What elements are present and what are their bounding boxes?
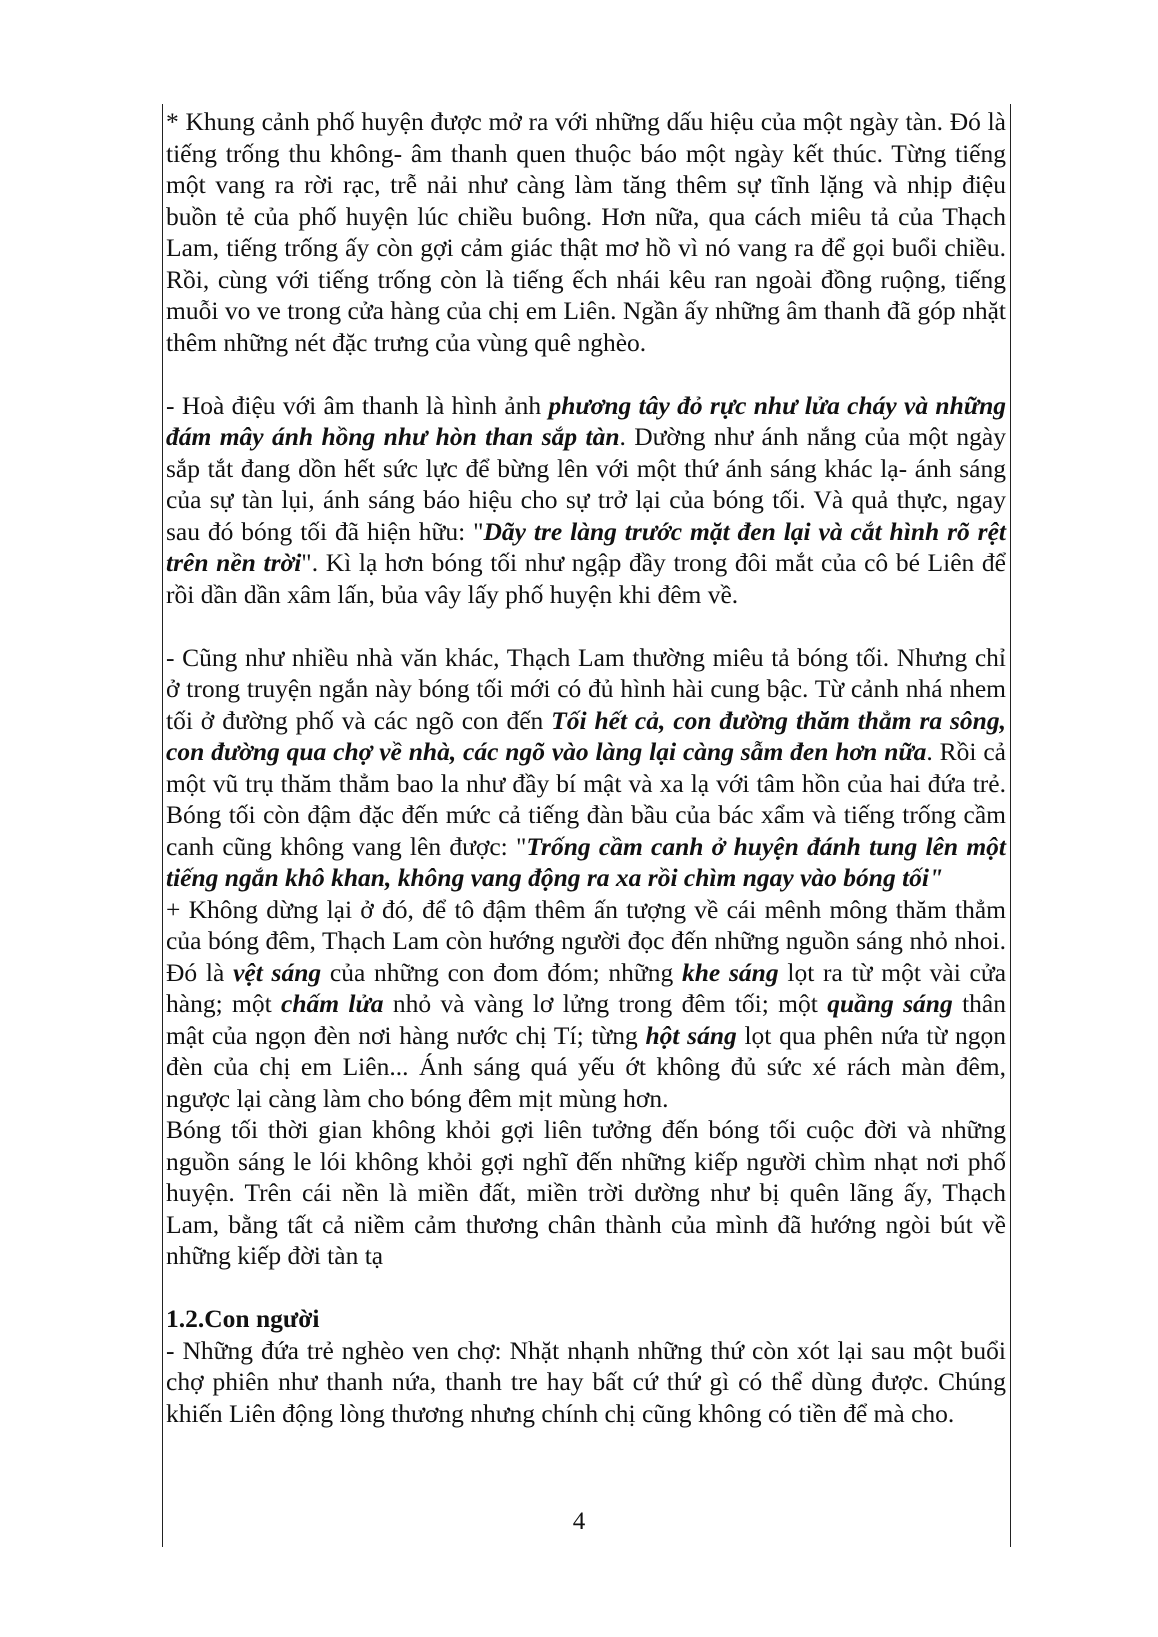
text-run: thân mật của ngọn đèn nơi hàng nước chị Tí; từng [166,989,1006,1050]
quote-emphasis: Tối hết cả, con đường thăm thẳm ra sông, con đường qua chợ về nhà, các ngõ vào làng lại càng sẫm đen hơn nữa [166,705,1006,766]
page-number: 4 [572,1508,586,1535]
text-run: - Cũng như nhiều nhà văn khác, Thạch Lam thường miêu tả bóng tối. Nhưng chỉ ở trong truyện ngắn này bóng tối mới có đủ hình hài cung bậc. Từ cảnh nhá nhem tối ở đường phố và các ngõ con đến [166,642,1006,735]
paragraph-3 [166,642,1006,894]
text-run: ". Kì lạ hơn bóng tối như ngập đầy trong đôi mắt của cô bé Liên để rồi dần dần xâm lấn, bủa vây lấy phố huyện khi đêm về. [166,548,1006,609]
quote-emphasis: phương tây đỏ rực như lửa cháy và những đám mây ánh hồng như hòn than sắp tàn [166,390,1007,451]
text-run: lọt ra từ một vài cửa hàng; một [166,957,1007,1018]
paragraph-5: Bóng tối thời gian không khỏi gợi liên tưởng đến bóng tối cuộc đời và những nguồn sáng le lói không khỏi gợi nghĩ đến những kiếp người chìm nhạt nơi phố huyện. Trên cái nền là miền đất, miền trời dường như bị quên lãng ấy, Thạch Lam, bằng tất cả niềm cảm thương chân thành của mình đã hướng ngòi bút về những kiếp đời tàn tạ [166,1115,1006,1270]
quote-emphasis: hột sáng [645,1020,737,1050]
document-body [166,106,1006,1429]
paragraph-gap [166,1272,1006,1304]
quote-emphasis: Trống cầm canh ở huyện đánh tung lên một tiếng ngắn khô khan, không vang động ra xa rồi chìm ngay vào bóng tối" [166,831,1006,892]
paragraph-6: - Những đứa trẻ nghèo ven chợ: Nhặt nhạnh những thứ còn xót lại sau một buổi chợ phiên như thanh nứa, thanh tre hay bất cứ thứ gì có thể dùng được. Chúng khiến Liên động lòng thương nhưng chính chị cũng không có tiền để mà cho. [166,1335,1006,1428]
text-run: của những con đom đóm; những [321,957,682,987]
text-run: . Rồi cả một vũ trụ thăm thẳm bao la như đầy bí mật và xa lạ với tâm hồn của hai đứa trẻ. Bóng tối còn đậm đặc đến mức cả tiếng đàn bầu của bác xẩm và tiếng trống cầm canh cũng không vang lên được: " [166,737,1006,861]
paragraph-1: * Khung cảnh phố huyện được mở ra với những dấu hiệu của một ngày tàn. Đó là tiếng trống thu không- âm thanh quen thuộc báo một ngày kết thúc. Từng tiếng một vang ra rời rạc, trễ nải như càng làm tăng thêm sự tĩnh lặng và nhịp điệu buồn tẻ của phố huyện lúc chiều buông. Hơn nữa, qua cách miêu tả của Thạch Lam, tiếng trống ấy còn gợi cảm giác thật mơ hồ vì nó vang ra để gọi buổi chiều. Rồi, cùng với tiếng trống còn là tiếng ếch nhái kêu ran ngoài đồng ruộng, tiếng muỗi vo ve trong cửa hàng của chị em Liên. Ngần ấy những âm thanh đã góp nhặt thêm những nét đặc trưng của vùng quê nghèo. [166,107,1006,357]
paragraph-4 [166,894,1006,1115]
text-run: - Hoà điệu với âm thanh là hình ảnh [166,390,549,420]
quote-emphasis: chấm lửa [281,989,384,1018]
quote-emphasis: vệt sáng [233,957,322,987]
paragraph-gap [166,358,1006,390]
text-run: nhỏ và vàng lơ lửng trong đêm tối; một [383,989,828,1018]
quote-emphasis: Dãy tre làng trước mặt đen lại và cắt hình rõ rệt trên nền trời [166,516,1006,577]
text-run: lọt qua phên nứa từ ngọn đèn của chị em Liên... Ánh sáng quá yếu ớt không đủ sức xé rách màn đêm, ngược lại càng làm cho bóng đêm mịt mùng hơn. [166,1020,1007,1113]
quote-emphasis: quầng sáng [827,989,953,1018]
section-heading: 1.2.Con người [166,1304,320,1333]
text-run: + Không dừng lại ở đó, để tô đậm thêm ấn tượng về cái mênh mông thăm thẳm của bóng đêm, Thạch Lam còn hướng người đọc đến những nguồn sáng nhỏ nhoi. Đó là [166,894,1006,987]
quote-emphasis: khe sáng [682,957,779,987]
paragraph-2 [166,390,1006,611]
text-run: . Dường như ánh nắng của một ngày sắp tắt đang dồn hết sức lực để bừng lên với một thứ ánh sáng khác lạ- ánh sáng của sự tàn lụi, ánh sáng báo hiệu cho sự trở lại của bóng tối. Và quả thực, ngay sau đó bóng tối đã hiện hữu: " [166,422,1007,546]
paragraph-gap [166,610,1006,642]
